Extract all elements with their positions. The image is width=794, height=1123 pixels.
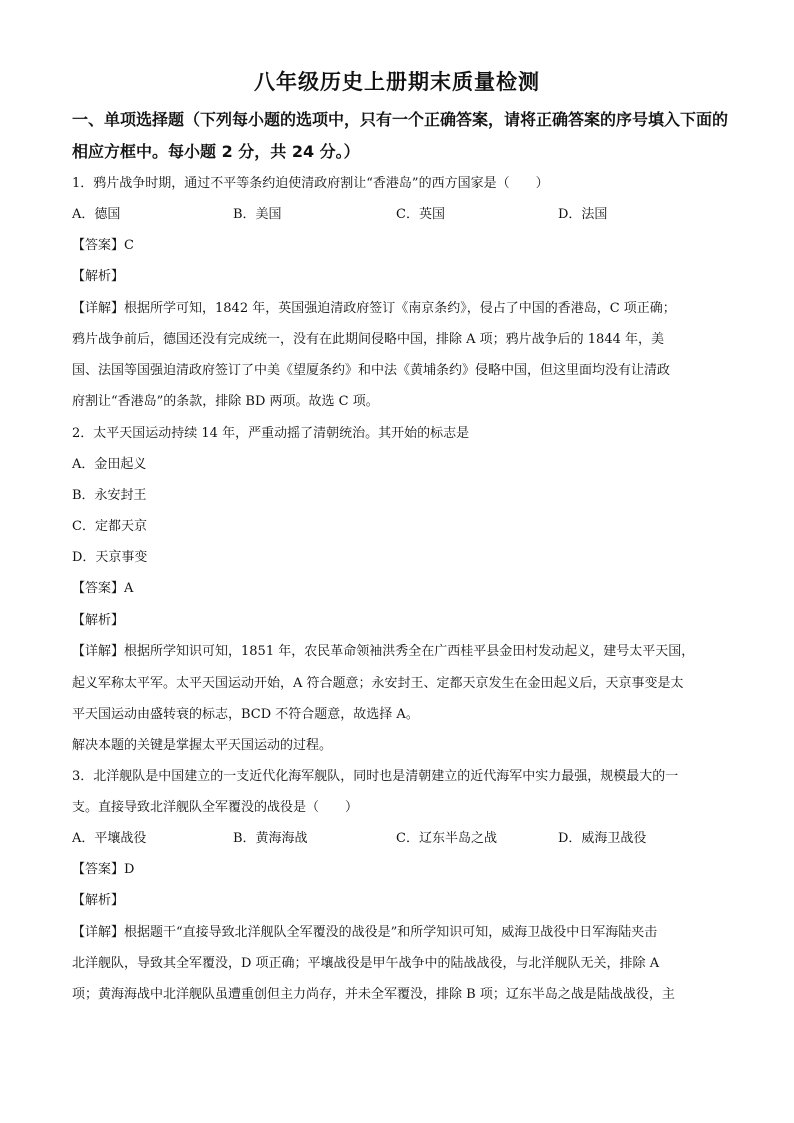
section-heading-line-2: 相应方框中。每小题 2 分，共 24 分。） [72,142,360,161]
q3-stem-line-2: 支。直接导致北洋舰队全军覆没的战役是（ ） [72,800,359,815]
q1-option-a: A．德国 [72,207,121,222]
q2-answer: 【答案】A [72,581,134,596]
q2-detail-line: 平天国运动由盛转衰的标志，BCD 不符合题意，故选择 A。 [72,707,419,722]
q1-analysis-label: 【解析】 [72,269,125,284]
q1-option-c: C．英国 [396,207,445,222]
q3-stem-line-1: 3．北洋舰队是中国建立的一支近代化海军舰队，同时也是清朝建立的近代海军中实力最强，规模最大的一 [72,769,679,784]
q3-answer: 【答案】D [72,862,135,877]
q1-detail-line: 鸦片战争前后，德国还没有完成统一，没有在此期间侵略中国，排除 A 项；鸦片战争后的 1844 年，美 [72,332,665,347]
section-heading-line-1: 一、单项选择题（下列每小题的选项中，只有一个正确答案，请将正确答案的序号填入下面的 [72,110,729,129]
q3-option-b: B．黄海海战 [233,831,308,846]
q1-detail-line: 国、法国等国强迫清政府签订了中美《望厦条约》和中法《黄埔条约》侵略中国，但这里面均没有让清政 [72,363,671,378]
q1-detail-line: 府割让“香港岛”的条款，排除 BD 两项。故选 C 项。 [72,394,379,409]
q2-option-a: A．金田起义 [72,457,147,472]
q3-option-c: C．辽东半岛之战 [396,831,497,846]
q3-detail-line: 【详解】根据题干“直接导致北洋舰队全军覆没的战役是”和所学知识可知，威海卫战役中日军海陆夹击 [72,925,658,940]
q1-stem: 1．鸦片战争时期，通过不平等条约迫使清政府割让“香港岛”的西方国家是（ ） [72,176,549,191]
q2-conclusion: 解决本题的关键是掌握太平天国运动的过程。 [72,738,333,753]
q3-detail-line: 北洋舰队，导致其全军覆没，D 项正确；平壤战役是甲午战争中的陆战战役，与北洋舰队无关，排除 A [72,956,660,971]
q3-analysis-label: 【解析】 [72,893,125,908]
q2-option-b: B．永安封王 [72,488,147,503]
page-title: 八年级历史上册期末质量检测 [254,70,540,94]
q2-option-c: C．定都天京 [72,519,147,534]
q1-detail-line: 【详解】根据所学可知，1842 年，英国强迫清政府签订《南京条约》，侵占了中国的香港岛，C 项正确； [72,301,676,316]
section-heading [72,104,732,168]
q3-option-a: A．平壤战役 [72,831,147,846]
q1-answer: 【答案】C [72,238,134,253]
q1-option-b: B．美国 [233,207,282,222]
q2-detail-line: 起义军称太平军。太平天国运动开始，A 符合题意；永安封王、定都天京发生在金田起义后，天京事变是太 [72,676,684,691]
q2-analysis-label: 【解析】 [72,613,125,628]
q2-detail-line: 【详解】根据所学知识可知，1851 年，农民革命领袖洪秀全在广西桂平县金田村发动起义，建号太平天国， [72,644,695,659]
q3-detail-line: 项；黄海海战中北洋舰队虽遭重创但主力尚存，并未全军覆没，排除 B 项；辽东半岛之战是陆战战役，主 [72,987,675,1002]
q2-option-d: D．天京事变 [72,550,148,565]
q2-stem: 2．太平天国运动持续 14 年，严重动摇了清朝统治。其开始的标志是 [72,426,470,441]
q3-option-d: D．威海卫战役 [558,831,647,846]
q1-option-d: D．法国 [558,207,608,222]
